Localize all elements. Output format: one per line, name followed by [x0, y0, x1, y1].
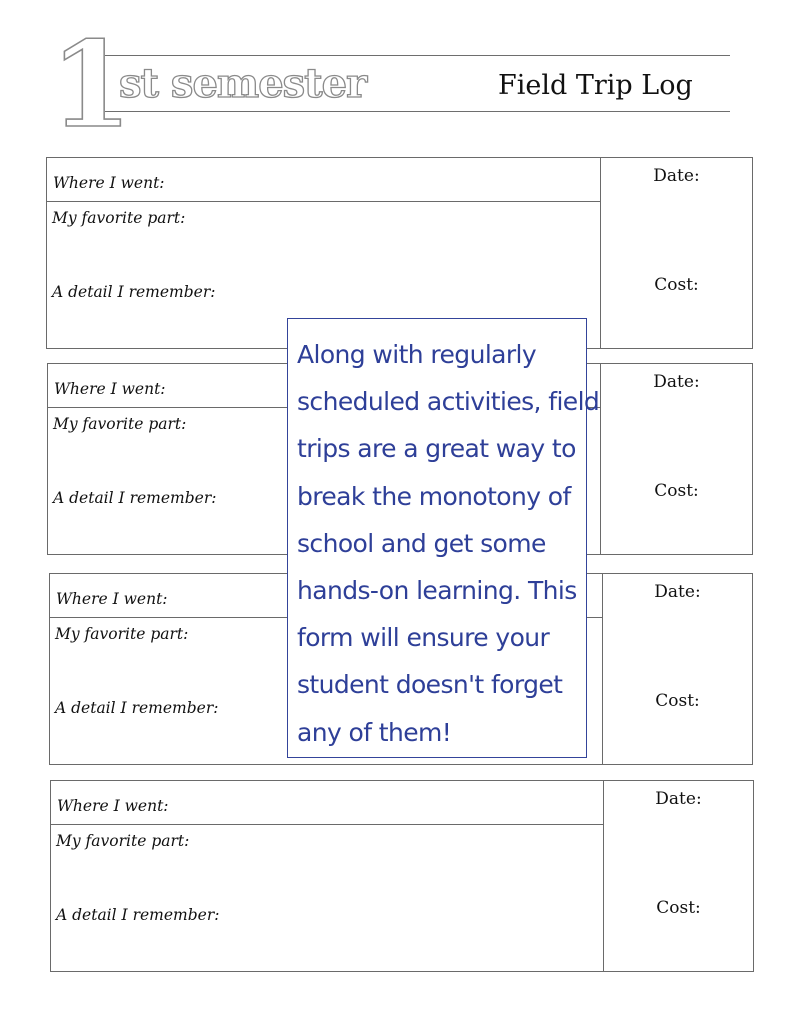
callout-line: student doesn't forget — [297, 670, 563, 700]
callout-line: form will ensure your — [297, 623, 550, 653]
callout-line: break the monotony of — [297, 481, 571, 511]
semester-numeral: 1 — [50, 15, 131, 154]
favorite-part-label: My favorite part: — [56, 832, 190, 850]
detail-label: A detail I remember: — [56, 906, 220, 924]
date-cost-column[interactable] — [604, 781, 753, 971]
favorite-part-label: My favorite part: — [52, 209, 186, 227]
date-cost-column[interactable] — [601, 158, 752, 348]
header-bottom-rule — [105, 111, 730, 112]
where-field[interactable] — [51, 781, 603, 825]
detail-label: A detail I remember: — [53, 489, 217, 507]
cost-label: Cost: — [654, 481, 699, 501]
page-title: Field Trip Log — [498, 70, 693, 101]
where-field[interactable] — [47, 158, 600, 202]
favorite-part-label: My favorite part: — [55, 625, 189, 643]
callout-line: school and get some — [297, 528, 546, 558]
semester-label: st semester — [119, 60, 367, 107]
date-label: Date: — [653, 166, 700, 186]
detail-label: A detail I remember: — [55, 699, 219, 717]
date-cost-column[interactable] — [603, 574, 752, 764]
callout-text — [297, 331, 600, 756]
callout-line: Along with regularly — [297, 340, 537, 369]
favorite-part-label: My favorite part: — [53, 415, 187, 433]
date-label: Date: — [653, 372, 700, 392]
trip-entry-4 — [50, 780, 754, 972]
cost-label: Cost: — [655, 691, 700, 711]
callout-line: scheduled activities, field — [297, 387, 600, 417]
cost-label: Cost: — [656, 898, 701, 918]
callout-line: trips are a great way to — [297, 434, 576, 464]
where-label: Where I went: — [57, 797, 169, 815]
description-callout — [287, 318, 600, 758]
where-label: Where I went: — [53, 174, 165, 192]
callout-line: hands-on learning. This — [297, 576, 577, 606]
detail-label: A detail I remember: — [52, 283, 216, 301]
date-label: Date: — [655, 789, 702, 809]
trip-details-column — [51, 781, 604, 971]
where-label: Where I went: — [54, 380, 166, 398]
cost-label: Cost: — [654, 275, 699, 295]
where-label: Where I went: — [56, 590, 168, 608]
date-cost-column[interactable] — [601, 364, 752, 554]
header-top-rule — [105, 55, 730, 56]
date-label: Date: — [654, 582, 701, 602]
callout-line: any of them! — [297, 717, 452, 747]
